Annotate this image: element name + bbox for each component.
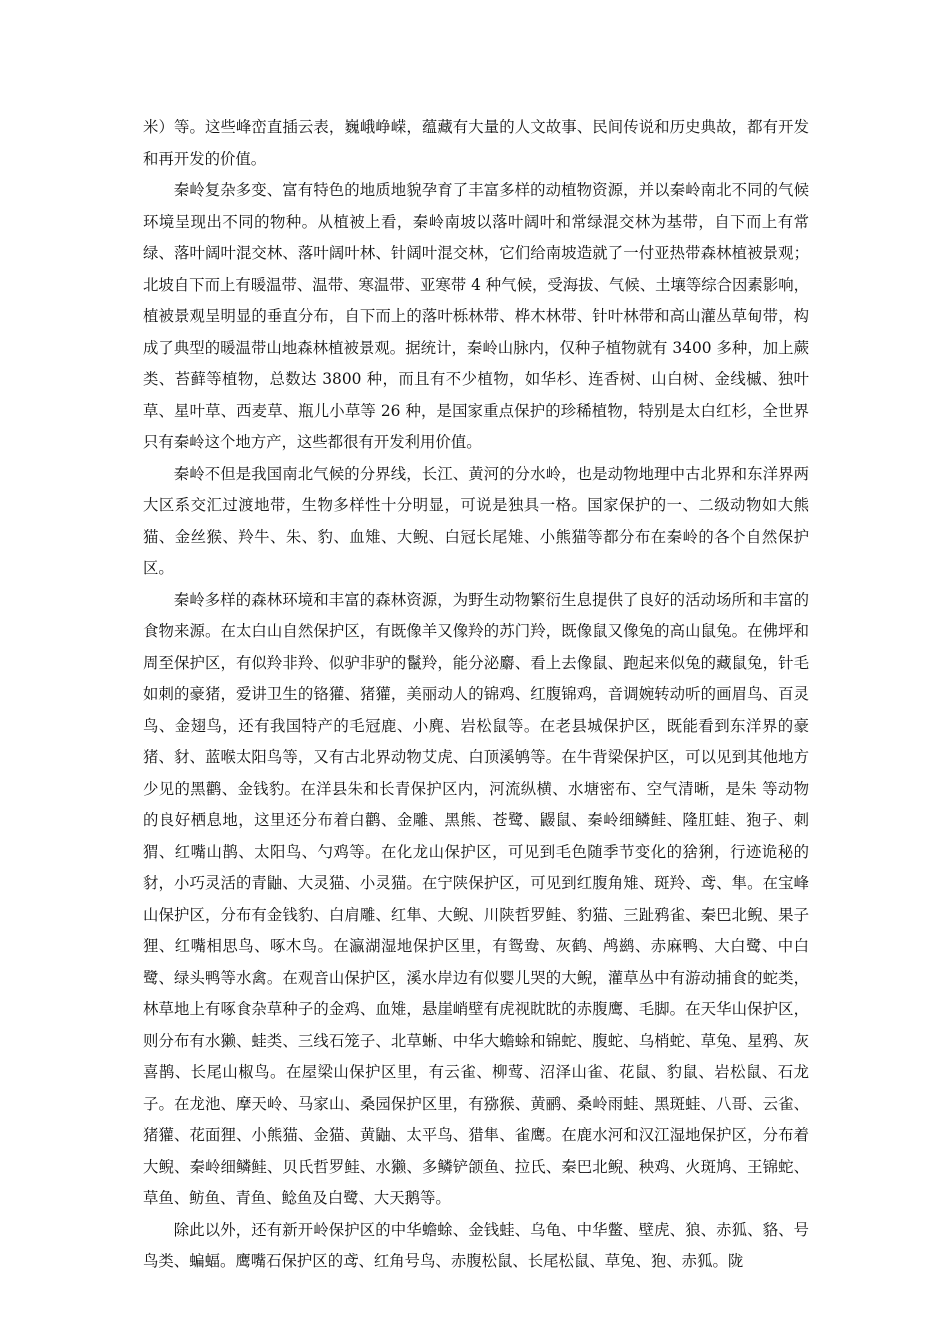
paragraph-continuation: 米）等。这些峰峦直插云表，巍峨峥嵘，蕴藏有大量的人文故事、民间传说和历史典故，都有开发和再开发的价值。 [143,118,809,168]
paragraph-biodiversity: 秦岭不但是我国南北气候的分界线，长江、黄河的分水岭，也是动物地理中古北界和东洋界两大区系交汇过渡地带，生物多样性十分明显，可说是独具一格。国家保护的一、二级动物如大熊猫、金丝猴、羚牛、朱、豹、血雉、大鲵、白冠长尾雉、小熊猫等都分布在秦岭的各个自然保护区。 [143,464,809,577]
paragraph-fauna: 秦岭多样的森林环境和丰富的森林资源，为野生动物繁衍生息提供了良好的活动场所和丰富的食物来源。在太白山自然保护区，有既像羊又像羚的苏门羚，既像鼠又像兔的高山鼠兔。在佛坪和周至保护区，有似羚非羚、似驴非驴的鬣羚，能分泌麝、看上去像鼠、跑起来似兔的藏鼠兔，针毛如刺的豪猪，爱讲卫生的铬獾、猪獾，美丽动人的锦鸡、红腹锦鸡，音调婉转动听的画眉鸟、百灵鸟、金翅鸟，还有我国特产的毛冠鹿、小麂、岩松鼠等。在老县城保护区，既能看到东洋界的豪猪、豺、蓝喉太阳鸟等，又有古北界动物艾虎、白顶溪鸲等。在牛背梁保护区，可以见到其他地方少见的黑鹳、金钱豹。在洋县朱和长青保护区内，河流纵横、水塘密布、空气清晰，是朱 等动物的良好栖息地，这里还分布着白鹳、金雕、黑熊、苍鹭、鼹鼠、秦岭细鳞鲑、隆肛蛙、狍子、刺猬、红嘴山鹊、太阳鸟、勺鸡等。在化龙山保护区，可见到毛色随季节变化的猞猁，行迹诡秘的豺，小巧灵活的青鼬、大灵猫、小灵猫。在宁陕保护区，可见到红腹角雉、斑羚、鸢、隼。在宝峰山保护区，分布有金钱豹、白肩雕、红隼、大鲵、川陕哲罗鲑、豹猫、三趾鸦雀、秦巴北鲵、果子狸、红嘴相思鸟、啄木鸟。在瀛湖湿地保护区里，有鸳鸯、灰鹤、鸬鹚、赤麻鸭、大白鹭、中白鹭、绿头鸭等水禽。在观音山保护区，溪水岸边有似婴儿哭的大鲵，灌草丛中有游动捕食的蛇类，林草地上有啄食杂草种子的金鸡、血雉，悬崖峭壁有虎视眈眈的赤腹鹰、毛脚。在天华山保护区，则分布有水獭、蛙类、三线石笼子、北草蜥、中华大蟾蜍和锦蛇、腹蛇、乌梢蛇、草兔、星鸦、灰喜鹊、长尾山椒鸟。在屋梁山保护区里，有云雀、柳莺、沼泽山雀、花鼠、豹鼠、岩松鼠、石龙子。在龙池、摩天岭、马家山、桑园保护区里，有猕猴、黄鹂、桑岭雨蛙、黑斑蛙、八哥、云雀、猪獾、花面狸、小熊猫、金猫、黄鼬、太平鸟、猎隼、雀鹰。在鹿水河和汉江湿地保护区，分布着大鲵、秦岭细鳞鲑、贝氏哲罗鲑、水獭、多鳞铲颌鱼、拉氏、秦巴北鲵、秧鸡、火斑鸠、王锦蛇、草鱼、鲂鱼、青鱼、鲶鱼及白鹭、大天鹅等。 [143,590,809,1207]
document-body [143,112,809,1278]
paragraph-other-reserves: 除此以外，还有新开岭保护区的中华蟾蜍、金钱蛙、乌龟、中华鳖、壁虎、狼、赤狐、貉、号鸟类、蝙蝠。鹰嘴石保护区的鸢、红角号鸟、赤腹松鼠、长尾松鼠、草兔、狍、赤狐。陇 [143,1220,809,1270]
paragraph-flora: 秦岭复杂多变、富有特色的地质地貌孕育了丰富多样的动植物资源，并以秦岭南北不同的气候环境呈现出不同的物种。从植被上看，秦岭南坡以落叶阔叶和常绿混交林为基带，自下而上有常绿、落叶阔叶混交林、落叶阔叶林、针阔叶混交林，它们给南坡造就了一付亚热带森林植被景观；北坡自下而上有暖温带、温带、寒温带、亚寒带 4 种气候，受海拔、气候、土壤等综合因素影响，植被景观呈明显的垂直分布，自下而上的落叶栎林带、桦木林带、针叶林带和高山灌丛草甸带，构成了典型的暖温带山地森林植被景观。据统计，秦岭山脉内，仅种子植物就有 3400 多种，加上蕨类、苔藓等植物，总数达 3800 种，而且有不少植物，如华杉、连香树、山白树、金线槭、独叶草、星叶草、西麦草、瓶儿小草等 26 种，是国家重点保护的珍稀植物，特别是太白红杉，全世界只有秦岭这个地方产，这些都很有开发利用价值。 [143,181,809,451]
